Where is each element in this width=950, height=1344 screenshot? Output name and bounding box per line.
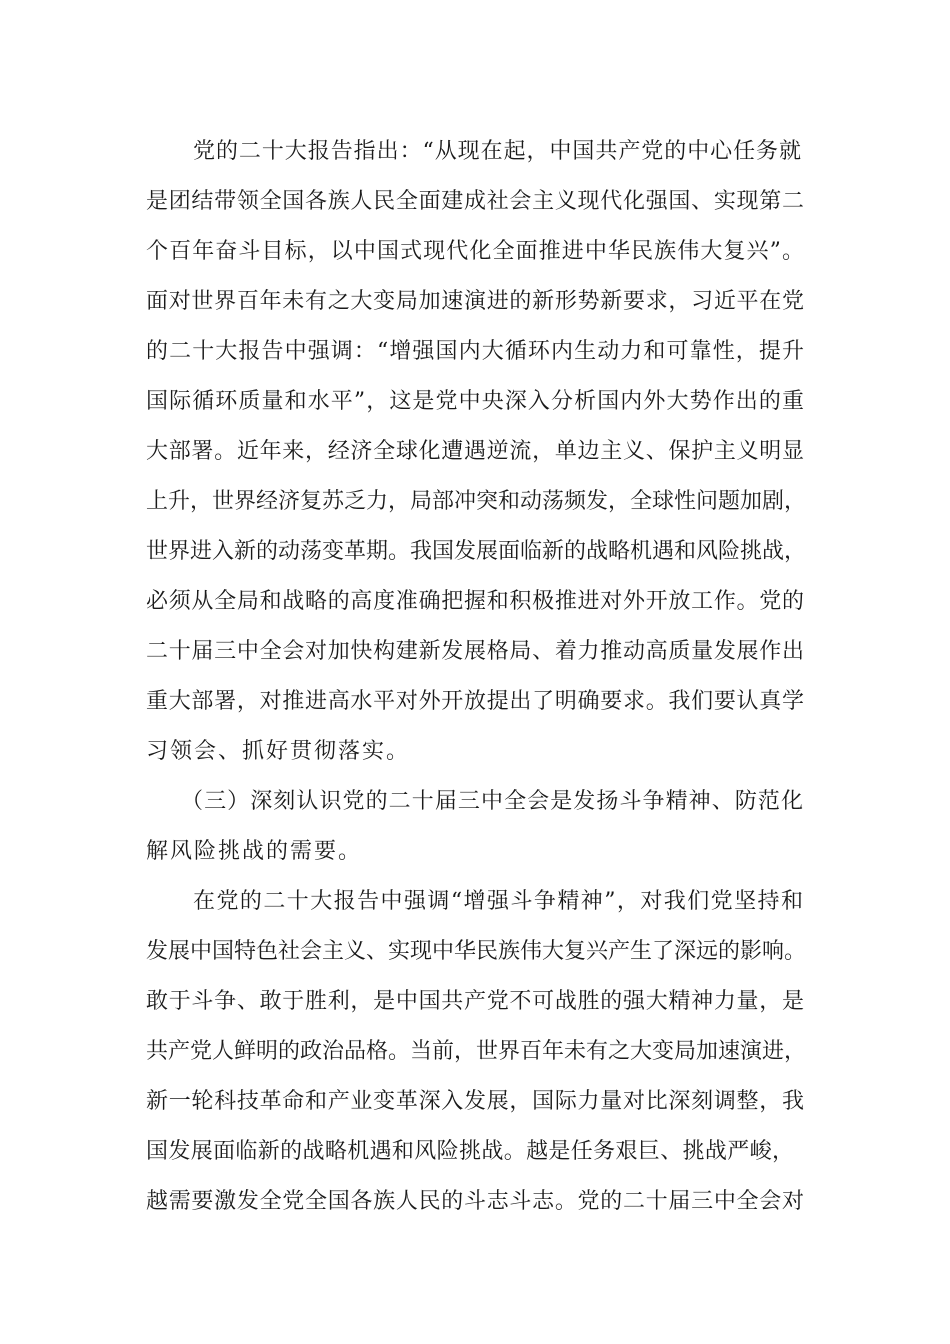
text-line-content: 国发展面临新的战略机遇和风险挑战。越是任务艰巨、挑战严峻， [146, 1139, 794, 1164]
text-line [0, 437, 950, 467]
text-line-content: 敢于斗争、敢于胜利，是中国共产党不可战胜的强大精神力量，是 [146, 989, 804, 1014]
text-line [0, 187, 950, 217]
text-line [0, 287, 950, 317]
text-line-content: 发展中国特色社会主义、实现中华民族伟大复兴产生了深远的影响。 [146, 939, 807, 964]
text-line [0, 1187, 950, 1217]
text-line [0, 637, 950, 667]
text-line-content: 共产党人鲜明的政治品格。当前，世界百年未有之大变局加速演进， [146, 1039, 807, 1064]
text-line [0, 887, 950, 917]
text-line-content: 世界进入新的动荡变革期。我国发展面临新的战略机遇和风险挑战， [146, 539, 807, 564]
text-line-content: 重大部署，对推进高水平对外开放提出了明确要求。我们要认真学 [146, 689, 804, 714]
text-line-content: 越需要激发全党全国各族人民的斗志斗志。党的二十届三中全会对 [146, 1189, 804, 1214]
text-line-content: 的二十大报告中强调：“增强国内大循环内生动力和可靠性，提升 [146, 339, 804, 364]
text-line [0, 1137, 950, 1167]
text-line [0, 237, 950, 267]
text-line [0, 537, 950, 567]
text-line [0, 587, 950, 617]
text-line-content: 面对世界百年未有之大变局加速演进的新形势新要求，习近平在党 [146, 289, 804, 314]
text-line-content: 大部署。近年来，经济全球化遭遇逆流，单边主义、保护主义明显 [146, 439, 804, 464]
text-line-content: 个百年奋斗目标，以中国式现代化全面推进中华民族伟大复兴”。 [146, 239, 804, 264]
section-heading-line [0, 837, 950, 867]
text-line-content: 二十届三中全会对加快构建新发展格局、着力推动高质量发展作出 [146, 639, 804, 664]
text-line [0, 687, 950, 717]
text-line-content: 解风险挑战的需要。 [146, 839, 363, 864]
text-line [0, 337, 950, 367]
text-line [0, 1037, 950, 1067]
text-line-content: 必须从全局和战略的高度准确把握和积极推进对外开放工作。党的 [146, 589, 804, 614]
text-line [0, 1087, 950, 1117]
text-line [0, 137, 950, 167]
text-line [0, 737, 950, 767]
text-line-content: 是团结带领全国各族人民全面建成社会主义现代化强国、实现第二 [146, 189, 804, 214]
text-line [0, 487, 950, 517]
text-line-content: 国际循环质量和水平”，这是党中央深入分析国内外大势作出的重 [146, 389, 804, 414]
text-line-content: 上升，世界经济复苏乏力，局部冲突和动荡频发，全球性问题加剧， [146, 489, 807, 514]
text-line [0, 387, 950, 417]
section-heading-line [0, 787, 950, 817]
text-line [0, 937, 950, 967]
text-line-content: 习领会、抓好贯彻落实。 [146, 739, 411, 764]
text-line-content: 在党的二十大报告中强调“增强斗争精神”，对我们党坚持和 [193, 889, 803, 914]
text-line-content: （三）深刻认识党的二十届三中全会是发扬斗争精神、防范化 [181, 789, 803, 814]
text-line [0, 987, 950, 1017]
text-line-content: 党的二十大报告指出：“从现在起，中国共产党的中心任务就 [193, 139, 801, 164]
text-line-content: 新一轮科技革命和产业变革深入发展，国际力量对比深刻调整，我 [146, 1089, 804, 1114]
